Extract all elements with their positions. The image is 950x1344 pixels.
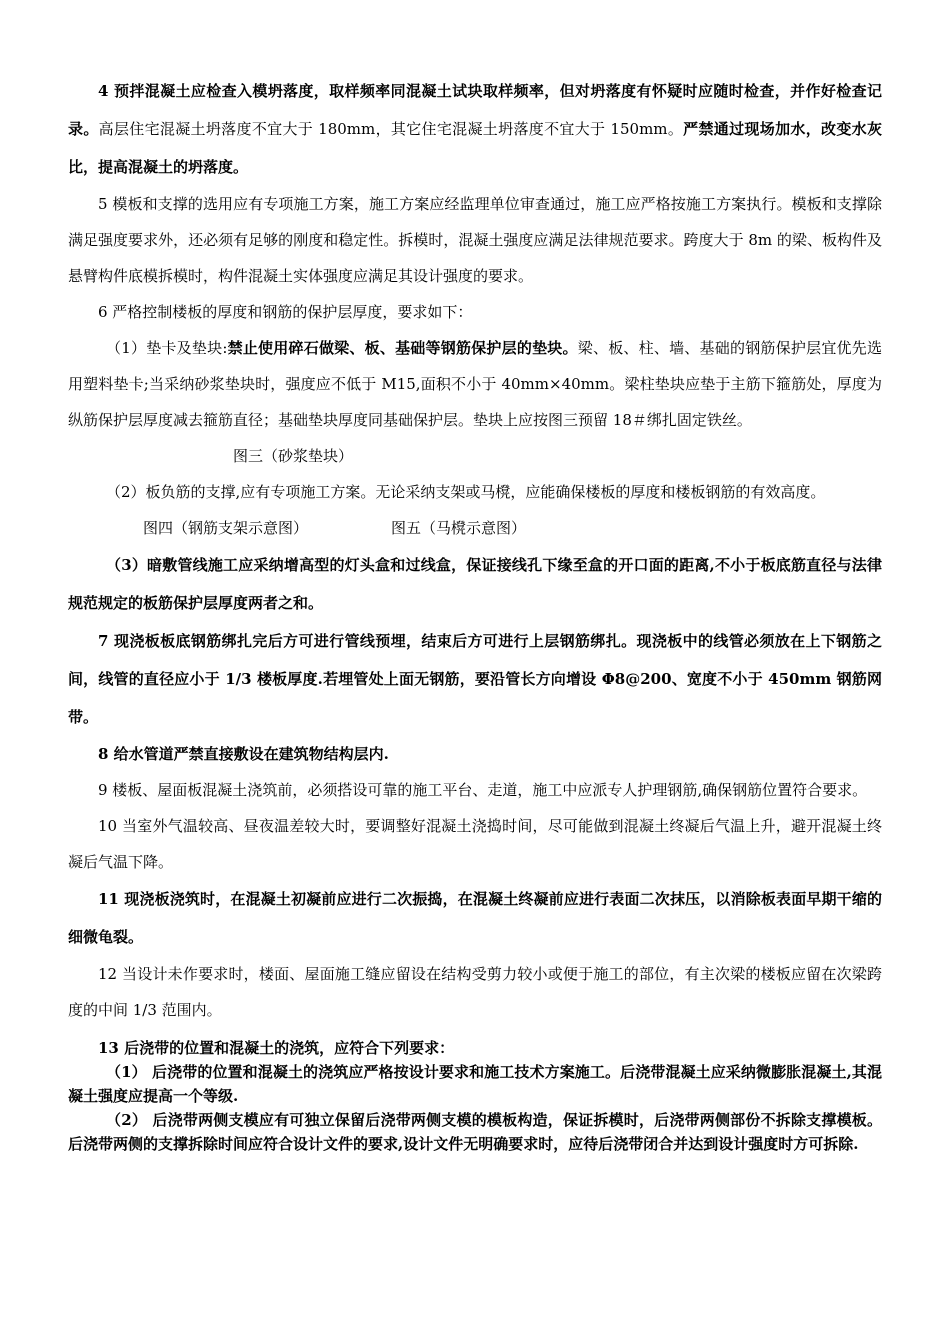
paragraph-6: 6 严格控制楼板的厚度和钢筋的保护层厚度，要求如下： [98,303,473,321]
paragraph-6-1 [68,330,882,438]
paragraph-13-1: （1） 后浇带的位置和混凝土的浇筑应严格按设计要求和施工技术方案施工。后浇带混凝土应采纳微膨胀混凝土,其混凝土强度应提高一个等级. [68,1063,882,1105]
paragraph-4 [68,72,882,186]
figure-5-caption: 图五（马櫈示意图） [391,519,527,537]
paragraph-13: 13 后浇带的位置和混凝土的浇筑，应符合下列要求： [98,1039,455,1057]
paragraph-6-1-bold: 禁止使用碎石做梁、板、基础等钢筋保护层的垫块。 [227,339,578,357]
paragraph-6-3: （3）暗敷管线施工应采纳增高型的灯头盒和过线盒，保证接线孔下缘至盒的开口面的距离,不小于板底筋直径与法律规范规定的板筋保护层厚度两者之和。 [68,556,882,612]
paragraph-13-2: （2） 后浇带两侧支模应有可独立保留后浇带两侧支模的模板构造，保证拆模时，后浇带两侧部份不拆除支撑模板。后浇带两侧的支撑拆除时间应符合设计文件的要求,设计文件无明确要求时，应待后浇带闭合并达到设计强度时方可拆除. [68,1111,882,1153]
paragraph-6-2: （2）板负筋的支撑,应有专项施工方案。无论采纳支架或马櫈，应能确保楼板的厚度和楼板钢筋的有效高度。 [106,483,826,501]
paragraph-5: 5 模板和支撑的选用应有专项施工方案，施工方案应经监理单位审查通过，施工应严格按施工方案执行。模板和支撑除满足强度要求外，还必须有足够的刚度和稳定性。拆模时，混凝土强度应满足法律规范要求。跨度大于 8m 的梁、板构件及悬臂构件底模拆模时，构件混凝土实体强度应满足其设计强度的要求。 [68,195,882,285]
paragraph-11: 11 现浇板浇筑时，在混凝土初凝前应进行二次振捣，在混凝土终凝前应进行表面二次抹压，以消除板表面早期干缩的细微龟裂。 [68,890,882,946]
paragraph-9: 9 楼板、屋面板混凝土浇筑前，必须搭设可靠的施工平台、走道，施工中应派专人护理钢筋,确保钢筋位置符合要求。 [98,781,868,799]
paragraph-4-bold-b: 严禁通过现场加水，改变水灰比，提高混凝土的坍落度。 [68,120,882,176]
figure-4-caption: 图四（钢筋支架示意图） [143,519,309,537]
paragraph-6-1-rest: 梁、板、柱、墙、基础的钢筋保护层宜优先选用塑料垫卡;当采纳砂浆垫块时，强度应不低于 M15,面积不小于 40mm×40mm。梁柱垫块应垫于主筋下箍筋处，厚度为纵筋保护层厚度减去箍筋直径；基础垫块厚度同基础保护层。垫块上应按图三预留 18＃绑扎固定铁丝。 [68,339,882,429]
paragraph-12: 12 当设计未作要求时，楼面、屋面施工缝应留设在结构受剪力较小或便于施工的部位，有主次梁的楼板应留在次梁跨度的中间 1/3 范围内。 [68,965,882,1019]
paragraph-10: 10 当室外气温较高、昼夜温差较大时，要调整好混凝土浇捣时间，尽可能做到混凝土终凝后气温上升，避开混凝土终凝后气温下降。 [68,817,882,871]
document-page [68,72,882,1156]
paragraph-8: 8 给水管道严禁直接敷设在建筑物结构层内. [98,745,389,763]
paragraph-4-bold-a: 4 预拌混凝土应检查入模坍落度，取样频率同混凝土试块取样频率，但对坍落度有怀疑时应随时检查，并作好检查记录。 [68,82,882,138]
paragraph-7: 7 现浇板板底钢筋绑扎完后方可进行管线预埋，结束后方可进行上层钢筋绑扎。现浇板中的线管必须放在上下钢筋之间，线管的直径应小于 1/3 楼板厚度.若埋管处上面无钢筋，要沿管长方向增设 Φ8@200、宽度不小于 450mm 钢筋网带。 [68,632,882,726]
figure-4-5-captions [68,510,882,546]
figure-3-caption: 图三（砂浆垫块） [233,447,354,465]
paragraph-6-1-lead: （1）垫卡及垫块: [106,339,228,357]
paragraph-4-normal: 高层住宅混凝土坍落度不宜大于 180mm，其它住宅混凝土坍落度不宜大于 150mm。 [98,120,684,138]
